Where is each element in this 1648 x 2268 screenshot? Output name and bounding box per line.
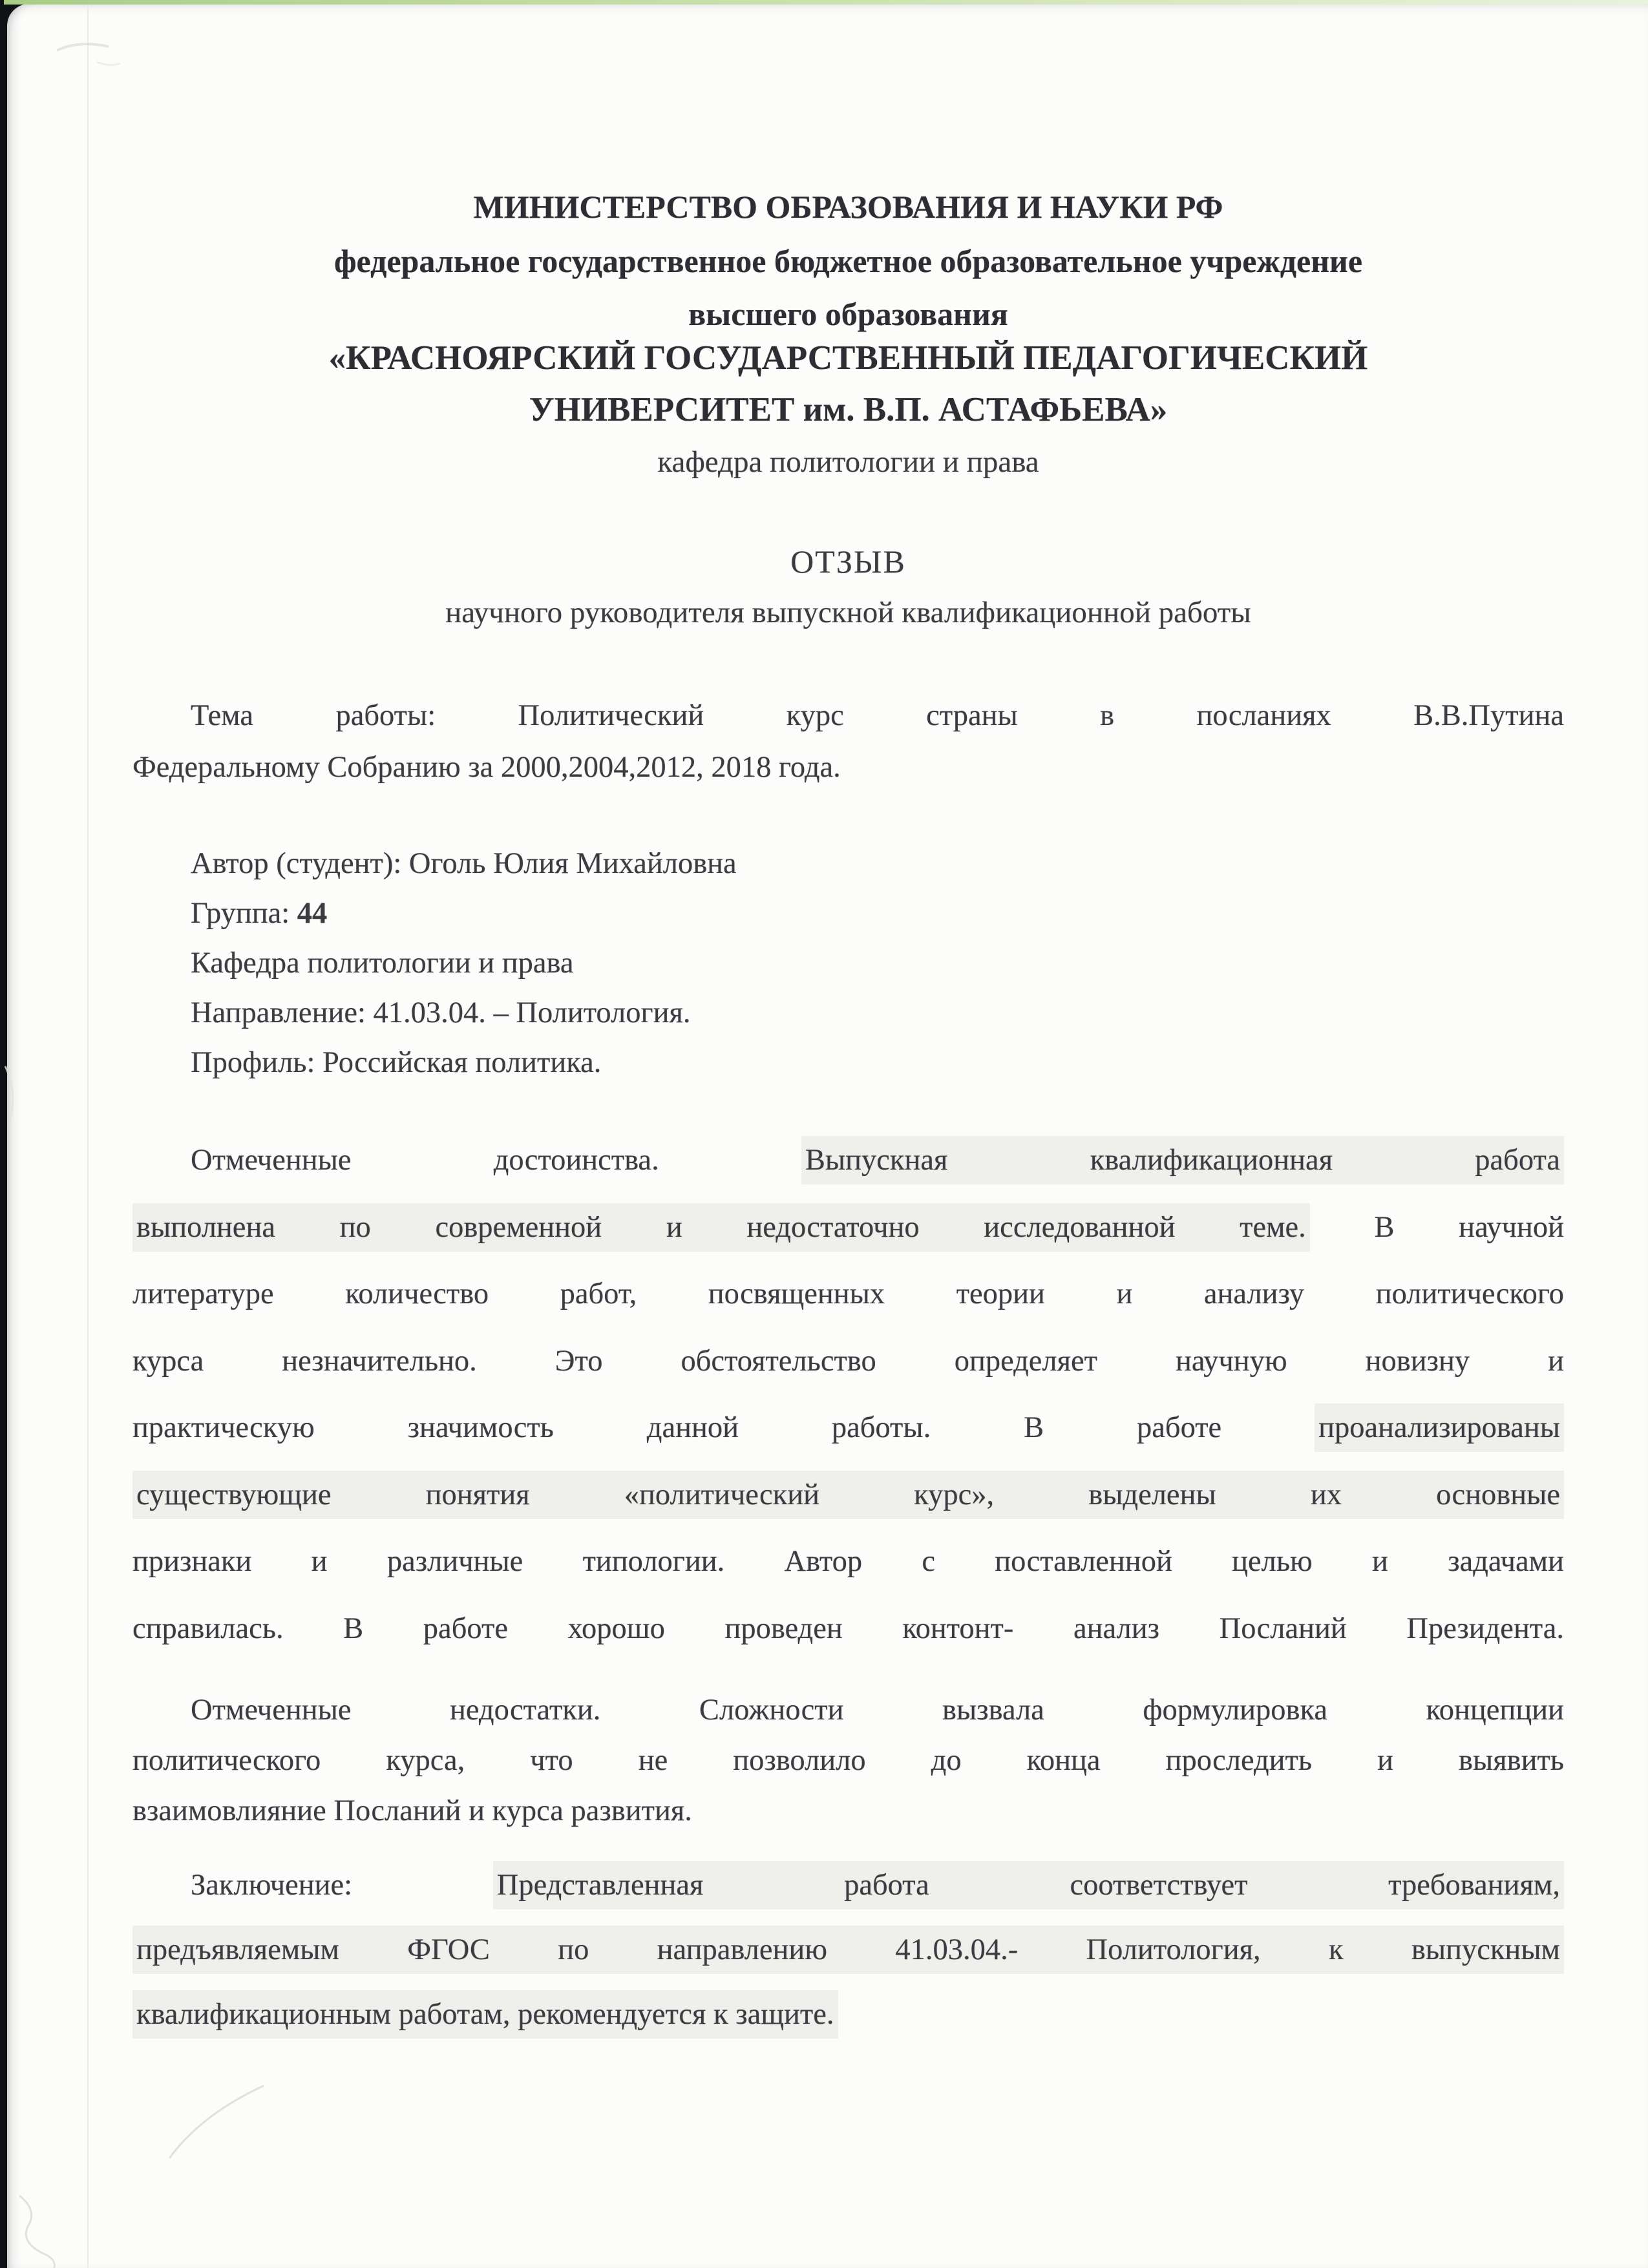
institution-type-line: федеральное государственное бюджетное образовательное учреждение: [333, 243, 1363, 279]
conclusion-paragraph: [132, 1853, 1564, 2047]
text-line: [132, 1394, 1564, 1462]
text-line: [132, 1685, 1564, 1736]
topic-paragraph: [132, 690, 1564, 793]
text-segment: справилась. В работе хорошо проведен контонт- анализ Посланий Президента.: [132, 1612, 1564, 1645]
document-subtitle: научного руководителя выпускной квалификационной работы: [445, 596, 1251, 629]
text-line: [132, 888, 1564, 938]
highlighted-text: квалификационным работам, рекомендуется к защите.: [132, 1990, 838, 2039]
text-line: [132, 1528, 1564, 1595]
text-segment: литературе количество работ, посвященных теории и анализу политического: [132, 1277, 1564, 1310]
text-segment: взаимовлияние Посланий и курса развития.: [132, 1794, 692, 1827]
scanner-top-edge: [4, 0, 1648, 5]
department-line: кафедра политологии и права: [657, 445, 1039, 479]
text-line: [132, 1462, 1564, 1529]
text-line: [132, 1736, 1564, 1786]
pencil-arc: [169, 2086, 264, 2158]
text-segment: Отмеченные достоинства.: [191, 1144, 801, 1177]
text-line: [132, 1786, 1564, 1836]
text-line: [132, 690, 1564, 742]
highlighted-text: существующие понятия «политический курс», выделены их основные: [132, 1471, 1564, 1519]
text-segment: политического курса, что не позволило до конца проследить и выявить: [132, 1744, 1564, 1777]
highlighted-text: Выпускная квалификационная работа: [801, 1136, 1564, 1184]
text-line: [132, 1194, 1564, 1261]
text-line: [132, 742, 1564, 793]
edge-scratch: [5, 1066, 13, 1124]
pencil-squiggle: [19, 2196, 54, 2268]
text-segment: курса незначительно. Это обстоятельство определяет научную новизну и: [132, 1344, 1564, 1378]
education-level-line: высшего образования: [688, 296, 1008, 332]
text-line: [132, 1328, 1564, 1395]
ministry-title: МИНИСТЕРСТВО ОБРАЗОВАНИЯ И НАУКИ РФ: [473, 189, 1223, 225]
highlighted-text: выполнена по современной и недостаточно исследованной теме.: [132, 1203, 1310, 1252]
text-line: [132, 1127, 1564, 1194]
text-segment: практическую значимость данной работы. В работе: [132, 1411, 1315, 1444]
text-line: [132, 988, 1564, 1038]
smudge-mark: [97, 62, 120, 65]
text-segment: 44: [297, 897, 328, 930]
text-segment: признаки и различные типологии. Автор с поставленной целью и задачами: [132, 1545, 1564, 1578]
student-info-list: [132, 839, 1564, 1087]
flaws-paragraph: [132, 1685, 1564, 1836]
highlighted-text: проанализированы: [1315, 1403, 1564, 1452]
text-segment: Федеральному Собранию за 2000,2004,2012, 2018 года.: [132, 751, 841, 784]
university-name-line-2: УНИВЕРСИТЕТ им. В.П. АСТАФЬЕВА»: [529, 391, 1168, 428]
smudge-mark: [57, 44, 109, 50]
university-name-line-1: «КРАСНОЯРСКИЙ ГОСУДАРСТВЕННЫЙ ПЕДАГОГИЧЕСКИЙ: [328, 339, 1368, 377]
text-segment: Профиль: Российская политика.: [191, 1046, 602, 1079]
text-segment: Заключение:: [191, 1869, 493, 1902]
text-segment: В научной: [1309, 1210, 1564, 1244]
text-line: [132, 1038, 1564, 1087]
merits-paragraph: [132, 1127, 1564, 1662]
text-line: [132, 1853, 1564, 1918]
highlighted-text: Представленная работа соответствует требованиям,: [493, 1861, 1564, 1909]
text-line: [132, 839, 1564, 888]
text-line: [132, 1261, 1564, 1328]
text-segment: Тема работы: Политический курс страны в посланиях В.В.Путина: [191, 699, 1564, 732]
text-segment: Кафедра политологии и права: [191, 947, 574, 980]
text-line: [132, 1982, 1564, 2047]
text-line: [132, 938, 1564, 988]
text-line: [132, 1595, 1564, 1663]
text-segment: Автор (студент): Оголь Юлия Михайловна: [191, 847, 737, 880]
text-segment: Группа:: [191, 897, 297, 930]
highlighted-text: предъявляемым ФГОС по направлению 41.03.04.- Политология, к выпускным: [132, 1926, 1564, 1974]
text-segment: Направление: 41.03.04. – Политология.: [191, 996, 691, 1029]
text-line: [132, 1918, 1564, 1982]
document-title: ОТЗЫВ: [790, 543, 906, 580]
text-segment: Отмеченные недостатки. Сложности вызвала формулировка концепции: [191, 1694, 1564, 1727]
